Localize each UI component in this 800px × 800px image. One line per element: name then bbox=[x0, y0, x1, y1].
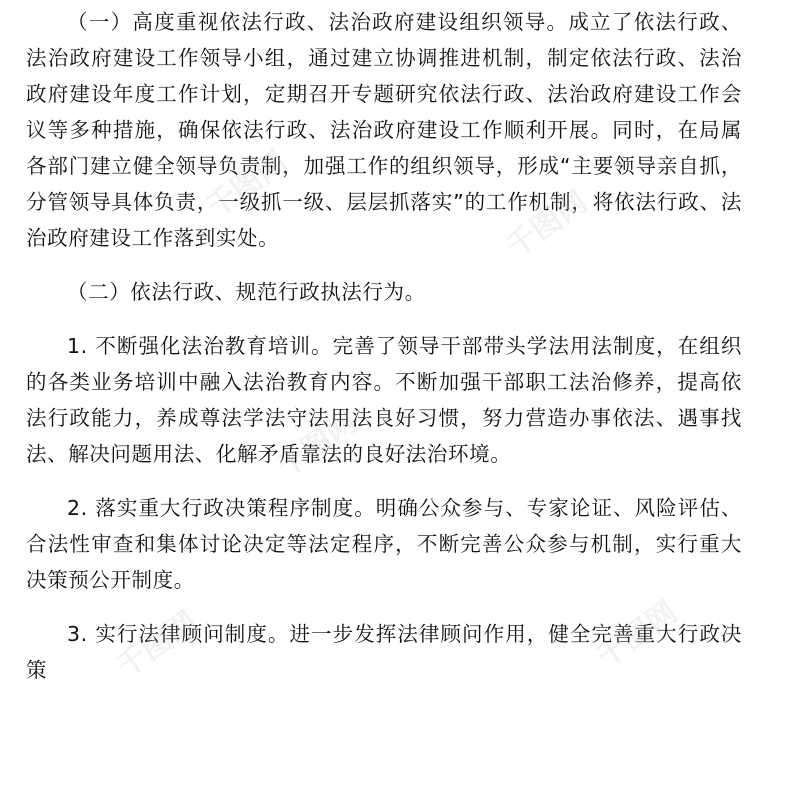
paragraph-heading-law-enforcement: （二）依法行政、规范行政执法行为。 bbox=[67, 280, 426, 304]
watermark-logo: 千图网 bbox=[270, 404, 364, 486]
watermark-logo: 千图网 bbox=[110, 604, 204, 686]
watermark-logo: 千图网 bbox=[500, 184, 594, 266]
paragraph-legal-advisor-system: 3. 实行法律顾问制度。进一步发挥法律顾问作用，健全完善重大行政决策 bbox=[26, 622, 742, 682]
watermark-logo: 千图网 bbox=[590, 594, 684, 676]
document-body bbox=[26, 4, 742, 688]
paragraph-major-decision-procedure: 2. 落实重大行政决策程序制度。明确公众参与、专家论证、风险评估、合法性审查和集体讨论决定等法定程序，不断完善公众参与机制，实行重大决策预公开制度。 bbox=[26, 496, 742, 592]
watermark-logo: 千图网 bbox=[200, 144, 294, 226]
paragraph-organization-leadership: （一）高度重视依法行政、法治政府建设组织领导。成立了依法行政、法治政府建设工作领导小组，通过建立协调推进机制，制定依法行政、法治政府建设年度工作计划，定期召开专题研究依法行政、法治政府建设工作会议等多种措施，确保依法行政、法治政府建设工作顺利开展。同时，在局属各部门建立健全领导负责制，加强工作的组织领导，形成“主要领导亲自抓，分管领导具体负责，一级抓一级、层层抓落实”的工作机制，将依法行政、法治政府建设工作落到实处。 bbox=[26, 10, 742, 250]
paragraph-legal-education-training: 1. 不断强化法治教育培训。完善了领导干部带头学法用法制度，在组织的各类业务培训中融入法治教育内容。不断加强干部职工法治修养，提高依法行政能力，养成尊法学法守法用法良好习惯，努力营造办事依法、遇事找法、解决问题用法、化解矛盾靠法的良好法治环境。 bbox=[26, 334, 742, 466]
